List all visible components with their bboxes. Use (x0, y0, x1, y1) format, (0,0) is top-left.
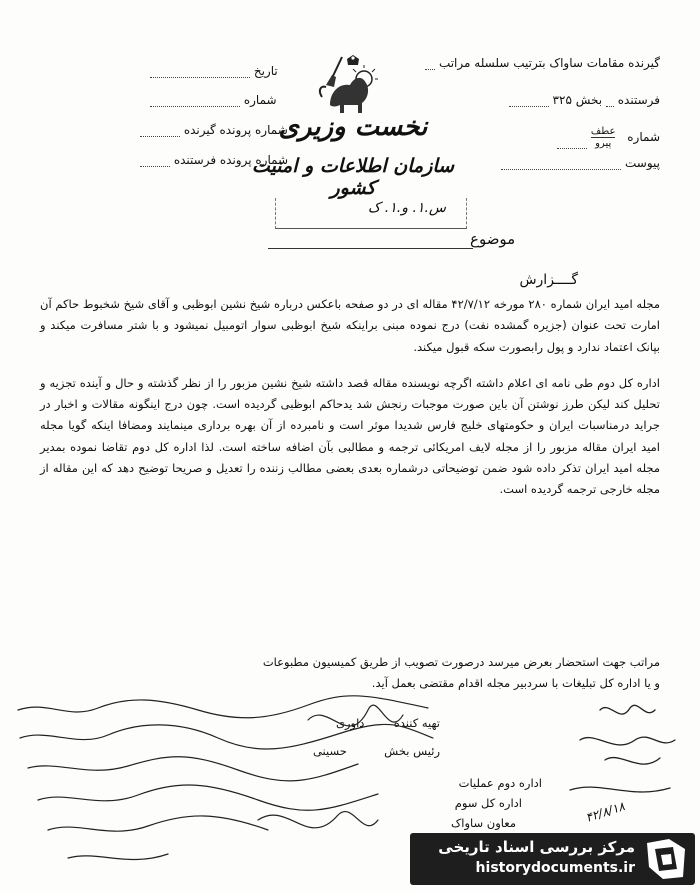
sender-dots-2 (509, 106, 549, 107)
left-number-label: شماره (243, 93, 277, 107)
recipient-label: گیرنده (628, 56, 660, 70)
attachment-label: پیوست (625, 156, 660, 170)
subject-line (268, 248, 473, 249)
preparer-label: تهیه کننده (393, 716, 440, 730)
section-head-label: رئیس بخش (384, 744, 440, 758)
report-body (40, 294, 660, 501)
number-ref-stack (591, 126, 616, 149)
handwritten-date: ۴۲/۸/۱۸ (583, 799, 627, 825)
handwritten-annotation-icon (8, 690, 438, 880)
recipient-file-dots (140, 136, 180, 137)
handwritten-signature-icon (560, 700, 690, 820)
closing-text (70, 652, 660, 694)
closing-line-1: مراتب جهت استحضار بعرض میرسد درصورت تصویب از طریق کمیسیون مطبوعات (262, 655, 660, 669)
watermark-url: historydocuments.ir (475, 860, 635, 876)
closing-line-2: و یا اداره کل تبلیغات با سردبیر مجله اقدام مقتضی بعمل آید. (371, 676, 660, 690)
sender-dots (606, 106, 614, 107)
recipient-file-field (140, 123, 288, 137)
recipient-field (425, 56, 660, 70)
date-dots (150, 77, 250, 78)
date-field (150, 64, 278, 78)
sender-file-label: شماره پرونده فرستنده (173, 153, 289, 167)
body-paragraph-2: اداره کل دوم طی نامه ای اعلام داشته اگرچه نویسنده مقاله قصد داشته شیخ نشین مزبور را از نظر گذشته و حال و آینده تجزیه و تحلیل کند لیکن طرز نوشتن آن باین صورت موجبات رنجش شد یدحاکم ابوظبی گردیده است. چون درج اینگونه مقالات و اخبار در جراید درمناسبات ایران و حکومتهای خلیج فارس شدیدا موثر است و نامبرده از آن بهره برداری مینمایند ومضافا اینکه گویا مجله امید ایران مقاله مزبور را از مجله لایف امریکائی ترجمه و مطالبی بآن اضافه ساخته است. لذا اداره کل دوم تقاضا نموده بمدیر مجله امید ایران تذکر داده شود ضمن توضیحاتی درشماره بعدی بعضی مطالب زننده را تعدیل و صریحا توضیح دهد که این مقاله از مجله خارجی ترجمه گردیده است. (40, 375, 660, 497)
number-field (557, 126, 660, 149)
sender-label: فرستنده (617, 93, 660, 107)
deputy-line: معاون ساواک (450, 816, 516, 830)
letterhead-title: نخست وزیری (278, 112, 428, 142)
watermark-title: مرکز بررسی اسناد تاریخی (438, 838, 635, 856)
number-ref-top: عطف (590, 126, 616, 137)
archive-watermark (410, 833, 695, 885)
date-label: تاریخ (253, 64, 278, 78)
lion-sun-emblem-icon (318, 55, 388, 117)
sender-file-dots (140, 166, 170, 167)
attachment-field (501, 156, 660, 170)
attachment-dots (501, 169, 621, 170)
reference-code: س.۱. و.۱. ک (367, 200, 446, 216)
number-dots (557, 148, 587, 149)
recipient-dots (425, 69, 435, 70)
sender-field (509, 93, 660, 107)
recipient-file-label: شماره پرونده گیرنده (183, 123, 288, 137)
recipient-value: مقامات ساواک بترتیب سلسله مراتب (438, 56, 625, 70)
left-number-dots (150, 106, 240, 107)
report-title: گــــزارش (519, 272, 578, 288)
number-ref-bottom: پیرو (595, 138, 612, 149)
sender-value: بخش ۳۲۵ (552, 93, 603, 107)
office3-line: اداره دوم عملیات (458, 776, 542, 790)
left-number-field (150, 93, 277, 107)
letterhead-subtitle: سازمان اطلاعات و امنیت کشور (251, 155, 455, 199)
number-label: شماره (627, 130, 660, 144)
office3-dept-line: اداره کل سوم (454, 796, 522, 810)
section-head-name: حسینی (312, 744, 347, 758)
body-paragraph-1: مجله امید ایران شماره ۲۸۰ مورخه ۴۲/۷/۱۲ مقاله ای در دو صفحه باعکس درباره شیخ نشین ابوظبی و آقای شیخ شخبوط حاکم آن امارت تحت عنوان (جزیره گمشده نفت) درج نموده مبنی براینکه شیخ ابوظبی سوار اتومبیل نمیشود و با شتر مسافرت میکند و بپانک اعتماد ندارد و پول رابصورت سکه قبول میکند. (40, 297, 660, 354)
archive-logo-icon (643, 837, 689, 881)
reference-stamp (275, 198, 467, 229)
preparer-name: داوری (335, 716, 365, 730)
subject-label: موضوع (470, 230, 516, 248)
